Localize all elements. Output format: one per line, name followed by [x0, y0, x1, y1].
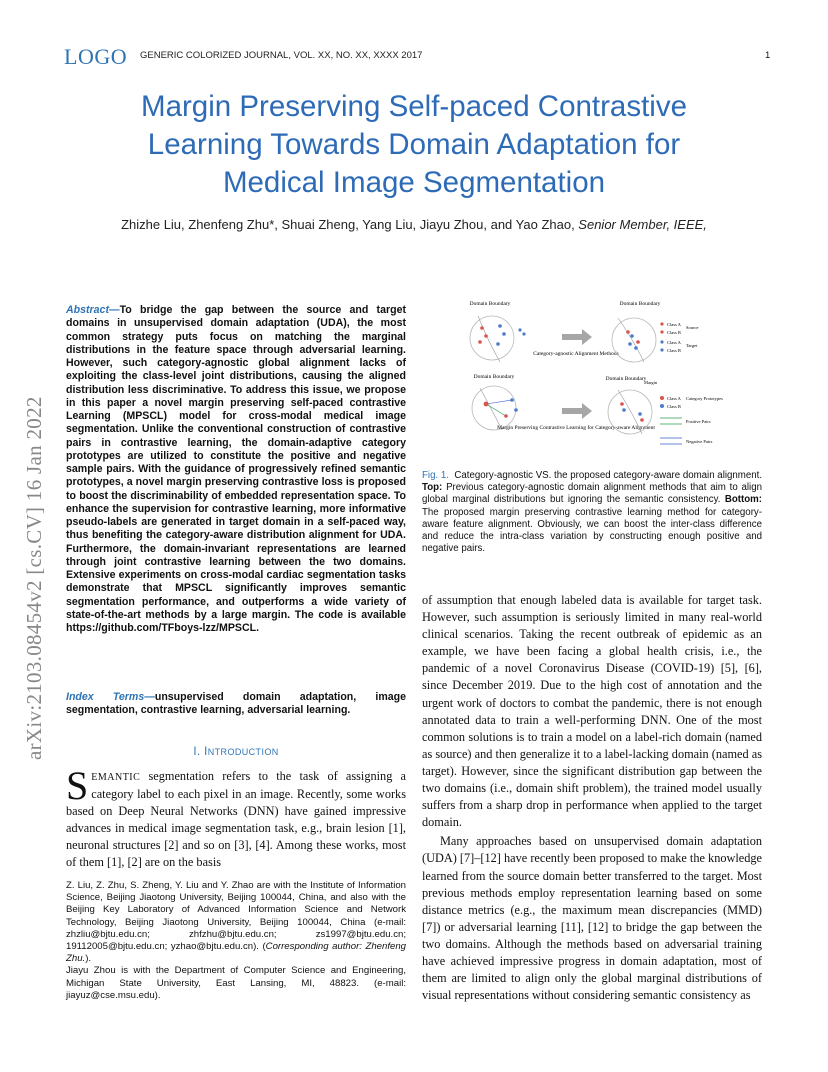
title-line: Learning Towards Domain Adaptation for	[147, 128, 681, 161]
abstract-label: Abstract—	[66, 304, 120, 316]
category-prototype	[484, 402, 489, 407]
source-point	[640, 418, 644, 422]
caption-label: Fig. 1.	[422, 470, 449, 481]
target-point	[510, 398, 514, 402]
domain-boundary-label: Domain Boundary	[473, 374, 515, 380]
author-membership: Senior Member, IEEE,	[578, 217, 707, 232]
target-point	[634, 346, 638, 350]
caption-text: Category-agnostic VS. the proposed category-aware domain alignment.	[454, 470, 763, 481]
legend-negative-pairs: Negative Pairs	[686, 439, 713, 444]
target-point	[496, 342, 500, 346]
agnostic-alignment-label: Category-agnostic Alignment Methods	[533, 351, 619, 357]
target-point	[630, 334, 634, 338]
footnote-affiliation-1	[66, 880, 406, 965]
legend-class-b: Class B	[667, 404, 681, 409]
caption-top-text: Previous category-agnostic domain alignment methods that aim to align global marginal distributions but ignoring the semantic consistency.	[422, 482, 762, 506]
paper-title	[60, 88, 768, 202]
legend-class-a: Class A	[667, 396, 681, 401]
source-point	[480, 326, 484, 330]
section-heading	[66, 746, 406, 758]
legend-class-a-marker	[660, 322, 663, 325]
boundary-line	[478, 316, 500, 362]
legend-prototype-a-marker	[660, 396, 664, 400]
legend-class-a: Class A	[667, 340, 681, 345]
figure-1-diagram	[458, 296, 738, 456]
caption-bottom-text: The proposed margin preserving contrastive learning method for category-aware feature alignment. Obviously, we can boost the inter-class difference and reduce the intra-class variation by constructing enough positive and negative pairs.	[422, 506, 762, 555]
target-point	[518, 328, 521, 331]
index-terms	[66, 691, 406, 718]
footnote-close: ).	[85, 953, 92, 965]
abstract	[66, 304, 406, 635]
section-title-rest: NTRODUCTION	[207, 747, 279, 757]
legend-target: Target	[686, 343, 698, 348]
legend-class-b-marker	[660, 330, 663, 333]
negative-pair-line	[486, 400, 512, 404]
corresponding-author: Corresponding author: Zhenfeng Zhu.	[66, 941, 406, 965]
positive-pair-line	[486, 404, 506, 416]
journal-header: GENERIC COLORIZED JOURNAL, VOL. XX, NO. XX, XXXX 2017	[140, 50, 423, 61]
mpscl-alignment-label: Margin Preserving Contrastive Learning for Category-aware Alignment	[497, 425, 655, 431]
domain-boundary-label: Domain Boundary	[469, 301, 511, 307]
index-terms-text: unsupervised domain adaptation, image segmentation, contrastive learning, adversarial learning.	[66, 691, 407, 717]
target-point	[628, 342, 632, 346]
target-point	[498, 324, 502, 328]
intro-text: segmentation refers to the task of assigning a category label to each pixel in an image. Recently, some works based on Deep Neural Networks (DNN) have gained impressive advances in medical image segmentation task, e.g., brain lesion [1], neuronal structures [2] and so on [3], [4]. Among these works, most of them [1], [2] are on the basis	[66, 769, 406, 870]
source-point	[504, 414, 508, 418]
source-point	[620, 402, 624, 406]
title-line: Margin Preserving Self-paced Contrastive	[141, 90, 687, 123]
right-column-body	[422, 592, 762, 1004]
legend-prototype-b-marker	[660, 404, 664, 408]
source-point	[478, 340, 482, 344]
legend-source: Source	[686, 325, 699, 330]
domain-circle	[612, 318, 656, 362]
arrow-right-icon	[562, 403, 592, 419]
page-number: 1	[765, 50, 771, 61]
target-point	[522, 332, 525, 335]
legend-class-b: Class B	[667, 330, 681, 335]
domain-boundary-label: Domain Boundary	[605, 376, 647, 382]
drop-cap: S	[66, 763, 89, 808]
figure-caption	[422, 470, 762, 555]
domain-circle	[472, 386, 516, 430]
caption-bottom-label: Bottom:	[724, 494, 762, 506]
domain-circle	[470, 316, 514, 360]
section-first-letter: I	[204, 746, 208, 758]
domain-boundary-label: Domain Boundary	[619, 301, 661, 307]
legend-category-prototypes: Category Prototypes	[686, 396, 723, 401]
journal-logo: LOGO	[64, 44, 128, 69]
target-point	[638, 412, 642, 416]
title-line: Medical Image Segmentation	[222, 166, 606, 199]
section-number: I.	[193, 746, 205, 758]
affiliation-footnote	[66, 880, 406, 1002]
legend-class-a: Class A	[667, 322, 681, 327]
legend-class-b: Class B	[667, 348, 681, 353]
body-paragraph: Many approaches based on unsupervised domain adaptation (UDA) [7]–[12] have recently been proposed to make the knowledge learned from the source domain better transferred to the target. Most previous methods employ representation learning based on some distance metrics (e.g., the maximum mean discrepancies (MMD) [7]) or adversarial learning [11], [12] to bridge the gap between the two domains. Although the methods based on adversarial training have achieved impressive progress in domain adaptation, most of them are limited to align only the global marginal distributions of visual representations without considering semantic consistency as	[422, 834, 762, 1003]
arrow-right-icon	[562, 329, 592, 345]
target-point	[514, 408, 518, 412]
source-point	[626, 330, 630, 334]
arxiv-stamp: arXiv:2103.08454v2 [cs.CV] 16 Jan 2022	[22, 396, 46, 760]
body-paragraph: of assumption that enough labeled data is available for target task. However, such assumption is seriously limited in many real-world clinical scenarios. Taking the recent outbreak of epidemic as an example, we have been facing a global health crisis, i.e., the pandemic of a novel Coronavirus Disease (COVID-19) [5], [6], since December 2019. Due to the high cost of annotation and the urgent work of doctors to combat the pandemic, there is not enough annotated data to train a well-performing DNN. One of the most common solutions is to train a model on a label-rich domain (named as source) and then generalize it to a label-lacking domain (named as target). However, since the significant distribution gap between the two domains (i.e., domain shift problem), the trained model usually suffers from a sharp drop in performance when applied to the target domain.	[422, 593, 762, 830]
index-terms-label: Index Terms—	[66, 691, 155, 703]
caption-top-label: Top:	[422, 482, 443, 494]
intro-paragraph	[66, 763, 406, 872]
margin-label: Margin	[644, 380, 658, 385]
source-point	[636, 340, 640, 344]
boundary-line	[480, 388, 502, 430]
target-point	[502, 332, 506, 336]
author-names: Zhizhe Liu, Zhenfeng Zhu*, Shuai Zheng, Yang Liu, Jiayu Zhou, and Yao Zhao,	[121, 217, 579, 232]
footnote-affiliation-2: Jiayu Zhou is with the Department of Computer Science and Engineering, Michigan State University, East Lansing, MI, 48823. (e-mail: jiayuz@cse.msu.edu).	[66, 965, 406, 1001]
target-point	[622, 408, 626, 412]
legend-class-a-marker	[660, 340, 663, 343]
legend-class-b-marker	[660, 348, 663, 351]
source-point	[484, 334, 488, 338]
footnote-text: Z. Liu, Z. Zhu, S. Zheng, Y. Liu and Y. Zhao are with the Institute of Information Science, Beijing Jiaotong University, Beijing 100044, China, and also with the Beijing Key Laboratory of Advanced Information Science and Network Technology, Beijing Jiaotong University, Beijing 100044, China (e-mail: zhzliu@bjtu.edu.cn; zhfzhu@bjtu.edu.cn; zs1997@bjtu.edu.cn; 19112005@bjtu.edu.cn; yzhao@bjtu.edu.cn). (	[66, 880, 406, 953]
author-list	[60, 217, 768, 232]
legend-positive-pairs: Positive Pairs	[686, 419, 711, 424]
intro-first-word: EMANTIC	[91, 772, 141, 783]
abstract-text: To bridge the gap between the source and target domains in unsupervised domain adaptation (UDA), the most common strategy puts focus on matching the marginal distributions in the feature space through adversarial learning. However, such category-agnostic global alignment lacks of exploiting the class-level joint distributions, causing the aligned distribution less discriminative. To address this issue, we propose in this paper a novel margin preserving self-paced contrastive Learning (MPSCL) model for cross-modal medical image segmentation. Unlike the conventional construction of contrastive pairs in contrastive learning, the domain-adaptive category prototypes are utilized to constitute the positive and negative sample pairs. With the guidance of progressively refined semantic prototypes, a novel margin preserving contrastive loss is proposed to boost the discriminability of embedded representation space. To enhance the supervision for contrastive learning, more informative pseudo-labels are generated in target domain in a self-paced way, thus benefiting the category-aware distribution alignment for UDA. Furthermore, the domain-invariant representations are learned through joint contrastive learning between the two domains. Extensive experiments on cross-modal cardiac segmentation tasks demonstrate that MPSCL significantly improves semantic segmentation performance, and outperforms a wide variety of state-of-the-art methods by a large margin. The code is available https://github.com/TFboys-lzz/MPSCL.	[66, 304, 406, 634]
boundary-line	[618, 318, 644, 362]
